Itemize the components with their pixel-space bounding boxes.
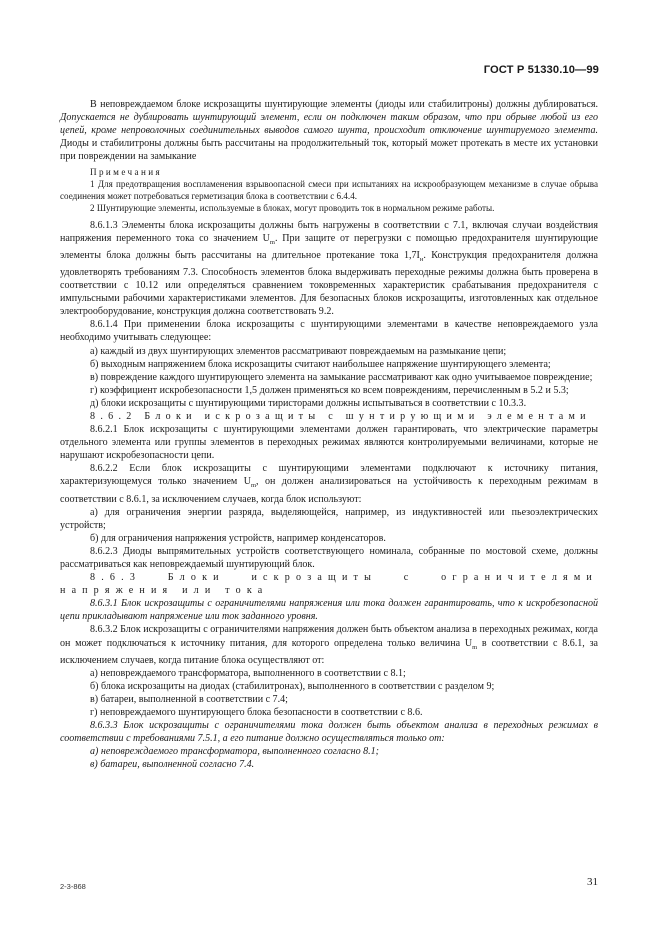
paragraph-8-6-2-3: 8.6.2.3 Диоды выпрямительных устройств соответствующего номинала, собранные по мостовой схеме, должны рассматриваться как неповреждаемый шунтирующий блок. — [60, 545, 598, 570]
section-heading-8-6-2: 8.6.2 Блоки искрозащиты с шунтирующими элементами — [90, 410, 591, 422]
list-item-8-6-1-4-d: г) коэффициент искробезопасности 1,5 должен применяться ко всем повреждениям, перечисленным в 5.2 и 5.3; — [90, 384, 569, 396]
text-span: 8.6.2.2 Если блок искрозащиты с шунтирующими элементами подключают к источнику питания, характеризующемуся только значением U — [60, 463, 598, 488]
italic-span: 8.6.3.1 Блок искрозащиты с ограничителями напряжения или тока должен гарантировать, что к искробезопасной цепи прикладывают напряжение или ток заданного уровня. — [60, 598, 598, 623]
notes-title: Примечания — [90, 167, 163, 178]
list-item-8-6-1-4-a: а) каждый из двух шунтирующих элементов рассматривают повреждаемым на размыкание цепи; — [90, 345, 507, 357]
paragraph-8-6-3-2 — [60, 623, 598, 666]
list-item-8-6-3-2-a: а) неповреждаемого трансформатора, выполненного в соответствии с 8.1; — [90, 667, 406, 679]
list-item-8-6-2-2-a: а) для ограничения энергии разряда, выделяющейся, например, из индуктивностей или пьезоэлектрических устройств; — [60, 506, 598, 531]
subscript: m — [269, 238, 275, 246]
list-item-8-6-1-4-b: б) выходным напряжением блока искрозащиты считают наибольшее напряжение шунтирующего элемента; — [90, 358, 551, 370]
text-span: 8.6.1.3 Элементы блока искрозащиты должны быть нагружены в соответствии с 7.1, включая случаи воздействия напряжения переменного тока со значением U — [60, 219, 598, 244]
paragraph-shunt-duplication — [60, 98, 598, 163]
paragraph-8-6-1-4: 8.6.1.4 При применении блока искрозащиты с шунтирующими элементами в качестве неповреждаемого узла необходимо учитывать следующее: — [60, 319, 598, 344]
text-span: , он должен анализироваться на устойчивость к переходным режимам в соответствии с 8.6.1, за исключением случаев, когда блок используют: — [60, 476, 598, 505]
subscript: m — [472, 643, 478, 651]
italic-span: а) неповреждаемого трансформатора, выполненного согласно 8.1; — [90, 746, 380, 758]
page-number: 31 — [587, 876, 598, 888]
text-span: . При защите от перегрузки с помощью предохранителя шунтирующие элементы блока должны быть рассчитаны на длительное протекание тока 1,7I — [60, 232, 598, 261]
list-item-8-6-3-2-d: г) неповреждаемого шунтирующего блока безопасности в соответствии с 8.6. — [90, 707, 423, 719]
notes-block — [60, 167, 598, 214]
list-item-8-6-2-2-b: б) для ограничения напряжения устройств, например конденсаторов. — [90, 532, 386, 544]
paragraph-8-6-3-1 — [60, 597, 598, 623]
paragraph-8-6-3-3 — [60, 719, 598, 745]
text-span: Диоды и стабилитроны должны быть рассчитаны на продолжительный ток, который может протекать в месте их установки при повреждении на замыкание — [60, 138, 598, 163]
list-item-8-6-3-2-b: б) блока искрозащиты на диодах (стабилитронах), выполненного в соответствии с разделом 9; — [90, 680, 495, 692]
subscript: н — [419, 255, 424, 263]
paragraph-8-6-2-2 — [60, 462, 598, 505]
document-header: ГОСТ Р 51330.10—99 — [483, 64, 599, 76]
list-item-8-6-3-3-b — [60, 758, 598, 771]
paragraph-8-6-1-3 — [60, 219, 598, 319]
italic-span: 8.6.3.3 Блок искрозащиты с ограничителями тока должен быть объектом анализа в переходных режимах в соответствии с требованиями 7.5.1, а его питание должно осуществляться только от: — [60, 720, 598, 745]
text-span: в соответствии с 8.6.1, за исключением случаев, когда питание блока осуществляют от: — [60, 637, 598, 666]
section-heading-8-6-3: 8.6.3 Блоки искрозащиты с ограничителями напряжения или тока — [60, 572, 598, 597]
page-body — [60, 98, 598, 772]
italic-span: в) батареи, выполненной согласно 7.4. — [90, 759, 255, 771]
print-mark: 2-3-868 — [60, 882, 86, 891]
list-item-8-6-1-4-c: в) повреждение каждого шунтирующего элемента на замыкание рассматривают как одно учитываемое повреждение; — [90, 371, 593, 383]
text-span: В неповреждаемом блоке искрозащиты шунтирующие элементы (диоды или стабилитроны) должны дублироваться. — [90, 99, 598, 110]
text-span: 8.6.3.2 Блок искрозащиты с ограничителями напряжения должен быть объектом анализа в переходных режимах, когда он может подключаться к источнику питания, для которого определена только величина U — [60, 624, 598, 649]
text-span: . Конструкция предохранителя должна удовлетворять требованиям 7.3. Способность элементов блока выдерживать переходные режимы должна быть проверена в соответствии с 10.12 или определяться сравнением токовременных характеристик срабатывания предохранителя с импульсными рабочими характеристиками элементов. Для безопасных блоков искрозащиты, изготовленных как отдельное электрооборудование, конструкция должна соответствовать 9.2. — [60, 249, 598, 318]
subscript: m — [250, 482, 257, 490]
list-item-8-6-3-2-c: в) батареи, выполненной в соответствии с 7.4; — [90, 693, 288, 705]
note-2: 2 Шунтирующие элементы, используемые в блоках, могут проводить ток в нормальном режиме работы. — [90, 202, 495, 213]
list-item-8-6-1-4-e: д) блоки искрозащиты с шунтирующими тиристорами должны испытываться в соответствии с 10.3.3. — [90, 397, 527, 409]
paragraph-8-6-2-1: 8.6.2.1 Блок искрозащиты с шунтирующими элементами должен гарантировать, что электрические параметры отдельного элемента или группы элементов в переходных режимах являются контролируемыми величинами, которые не нарушают искробезопасности цепи. — [60, 424, 598, 462]
list-item-8-6-3-3-a — [60, 745, 598, 758]
note-1: 1 Для предотвращения воспламенения взрывоопасной смеси при испытаниях на искрообразующем механизме в случае обрыва соединения может потребоваться герметизация блока в соответствии с 6.4.4. — [60, 179, 598, 202]
italic-span: Допускается не дублировать шунтирующий элемент, если он подключен таким образом, что при обрыве любой из его цепей, кроме непроволочных соединительных выводов самого шунта, происходит отключение шунтируемого элемента. — [60, 112, 598, 137]
